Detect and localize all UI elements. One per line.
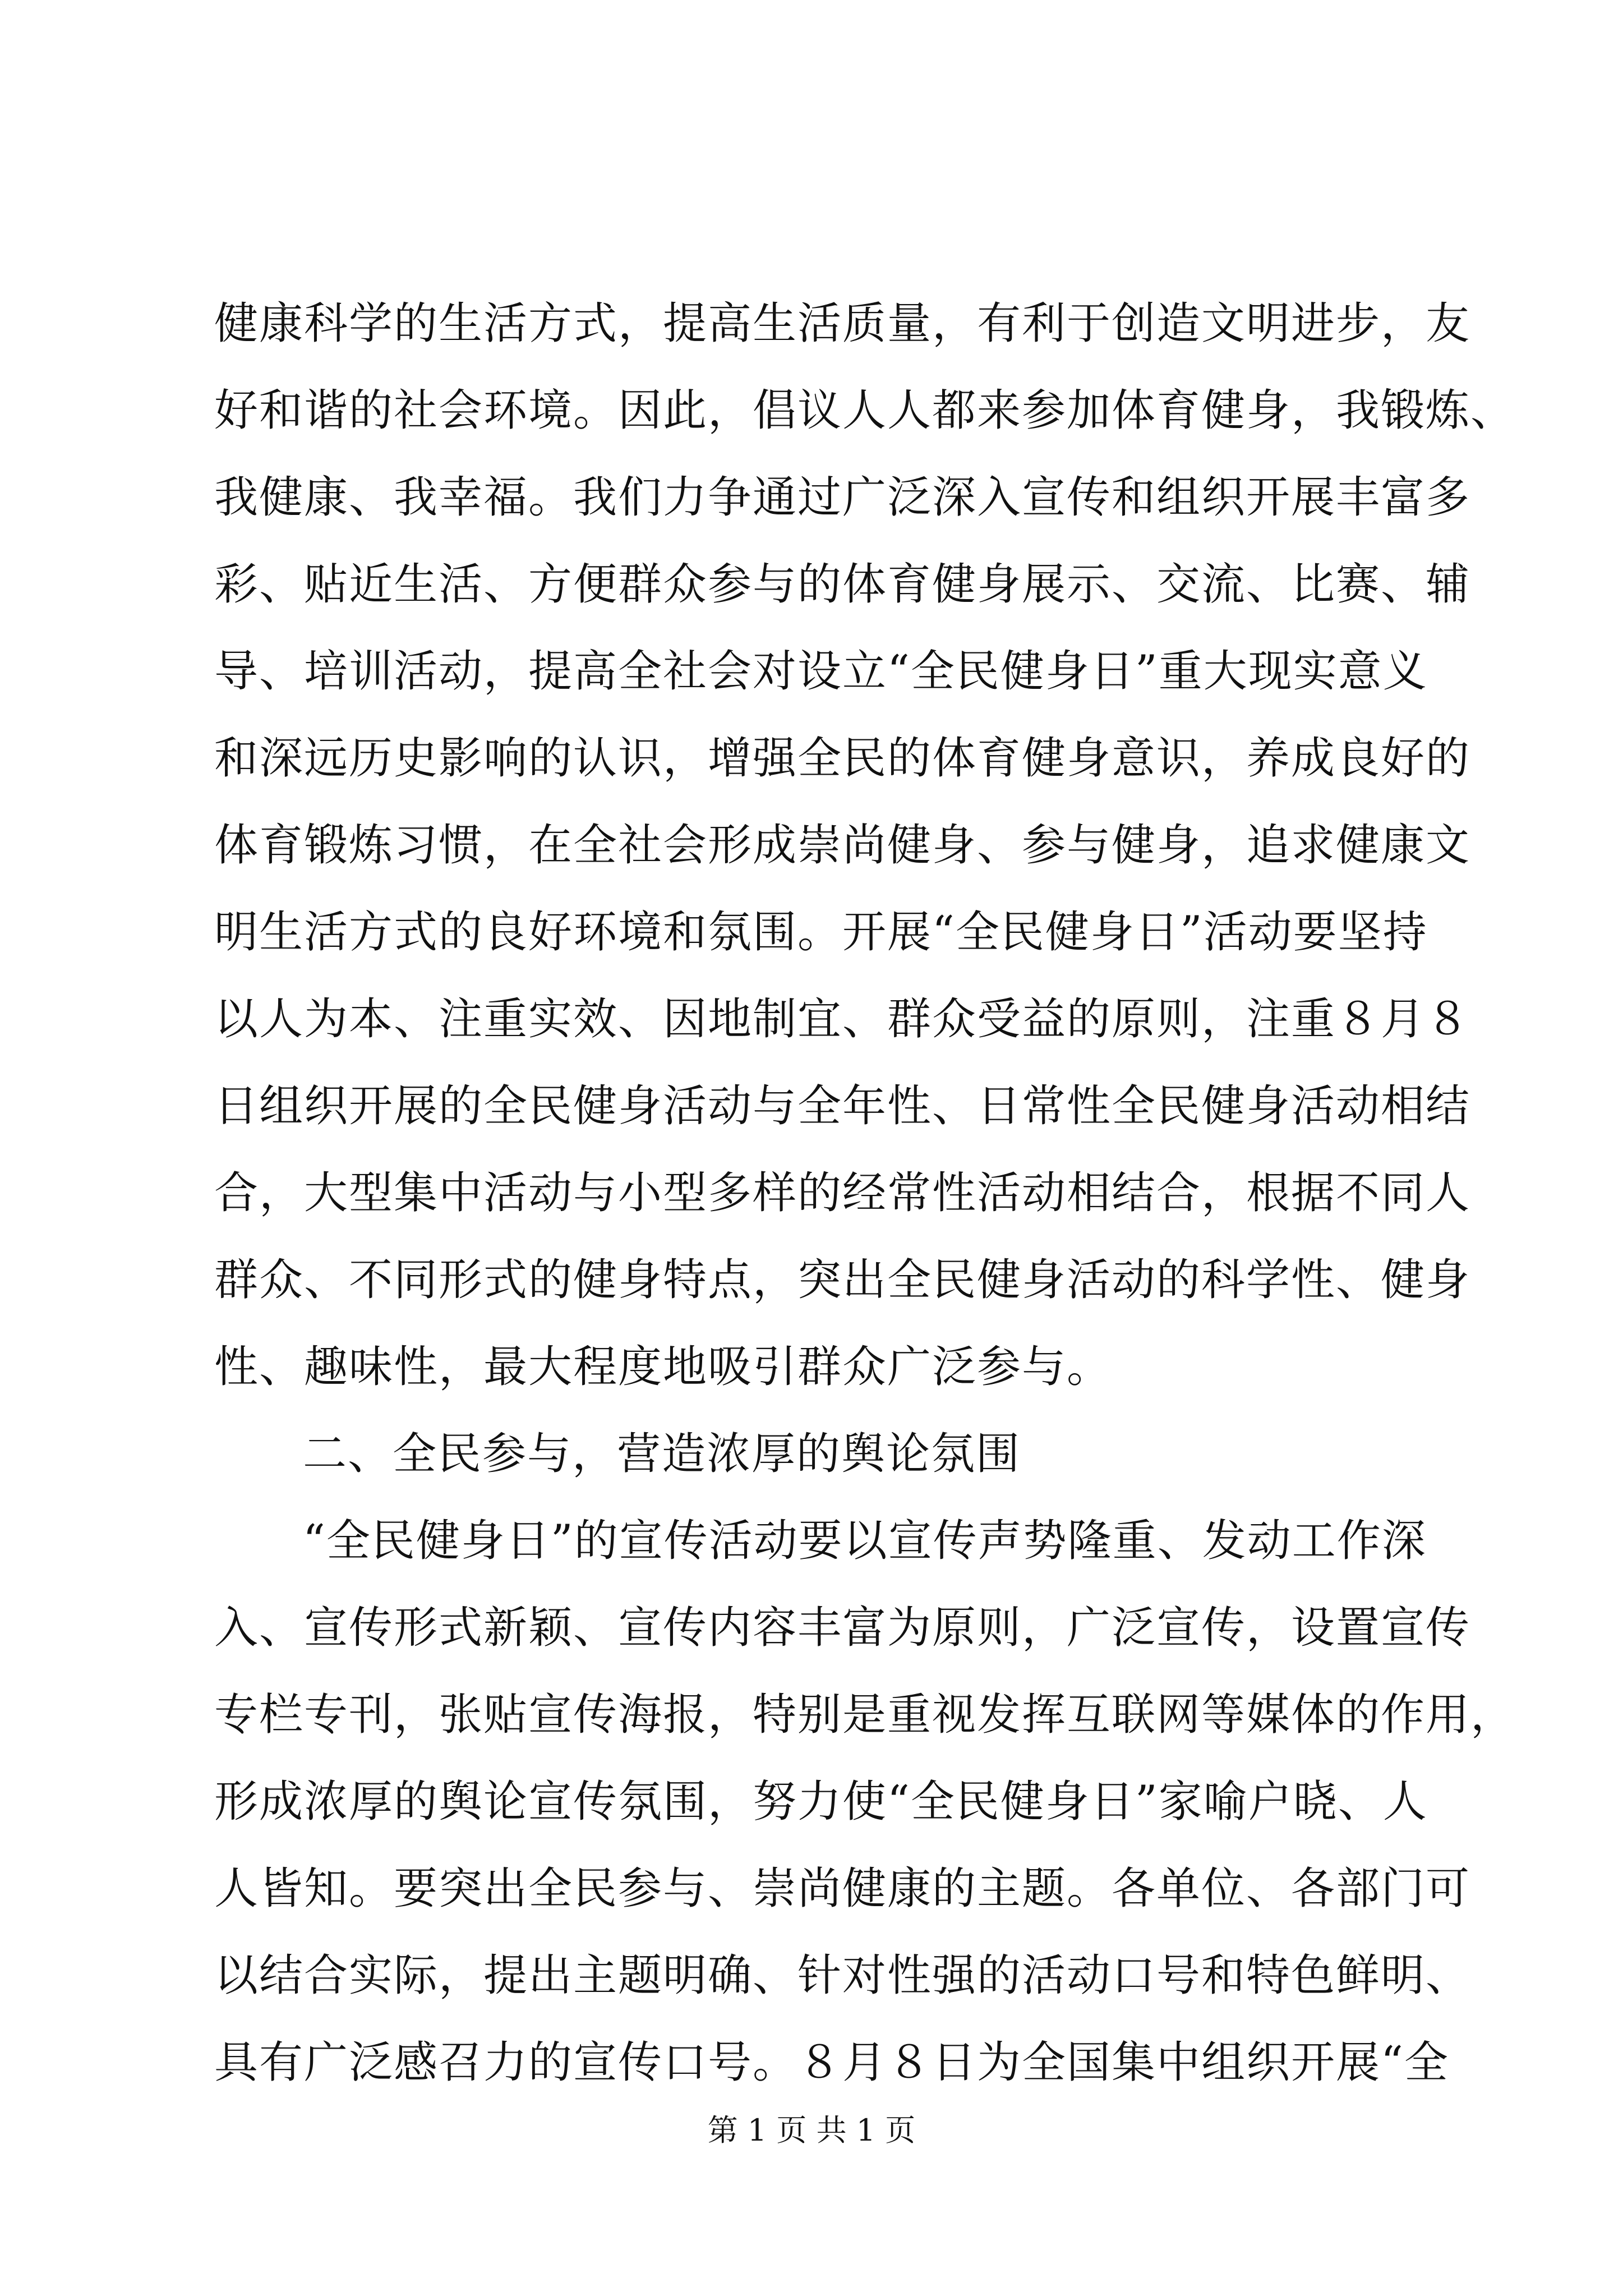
text-line: 我健康、我幸福。我们力争通过广泛深入宣传和组织开展丰富多 [214,472,1471,523]
text-line: 日组织开展的全民健身活动与全年性、日常性全民健身活动相结 [214,1081,1471,1131]
text-line: 专栏专刊，张贴宣传海报，特别是重视发挥互联网等媒体的作用， [214,1690,1516,1740]
text-line: 体育锻炼习惯，在全社会形成崇尚健身、参与健身，追求健康文 [214,820,1471,871]
text-line: 健康科学的生活方式，提高生活质量，有利于创造文明进步，友 [214,298,1471,349]
text-line: 以结合实际，提出主题明确、针对性强的活动口号和特色鲜明、 [214,1950,1471,2001]
text-line: 入、宣传形式新颖、宣传内容丰富为原则，广泛宣传，设置宣传 [214,1603,1471,1653]
text-line: 和深远历史影响的认识，增强全民的体育健身意识，养成良好的 [214,733,1471,784]
text-line: “全民健身日”的宣传活动要以宣传声势隆重、发动工作深 [303,1516,1427,1566]
page-footer: 第 1 页 共 1 页 [707,2113,916,2148]
text-line: 明生活方式的良好环境和氛围。开展“全民健身日”活动要坚持 [214,907,1428,958]
text-line: 性、趣味性，最大程度地吸引群众广泛参与。 [214,1342,1112,1392]
text-line: 具有广泛感召力的宣传口号。８月８日为全国集中组织开展“全 [214,2037,1449,2088]
text-line: 彩、贴近生活、方便群众参与的体育健身展示、交流、比赛、辅 [214,559,1471,610]
body-text [214,280,1516,2106]
text-line: 形成浓厚的舆论宣传氛围，努力使“全民健身日”家喻户晓、人 [214,1777,1428,1827]
section-heading: 二、全民参与，营造浓厚的舆论氛围 [303,1429,1021,1479]
text-line: 导、培训活动，提高全社会对设立“全民健身日”重大现实意义 [214,646,1428,697]
text-line: 人皆知。要突出全民参与、崇尚健康的主题。各单位、各部门可 [214,1864,1471,1914]
text-line: 合，大型集中活动与小型多样的经常性活动相结合，根据不同人 [214,1168,1471,1218]
text-line: 以人为本、注重实效、因地制宜、群众受益的原则，注重８月８ [214,994,1471,1045]
text-line: 好和谐的社会环境。因此，倡议人人都来参加体育健身，我锻炼、 [214,385,1516,436]
text-line: 群众、不同形式的健身特点，突出全民健身活动的科学性、健身 [214,1255,1471,1305]
